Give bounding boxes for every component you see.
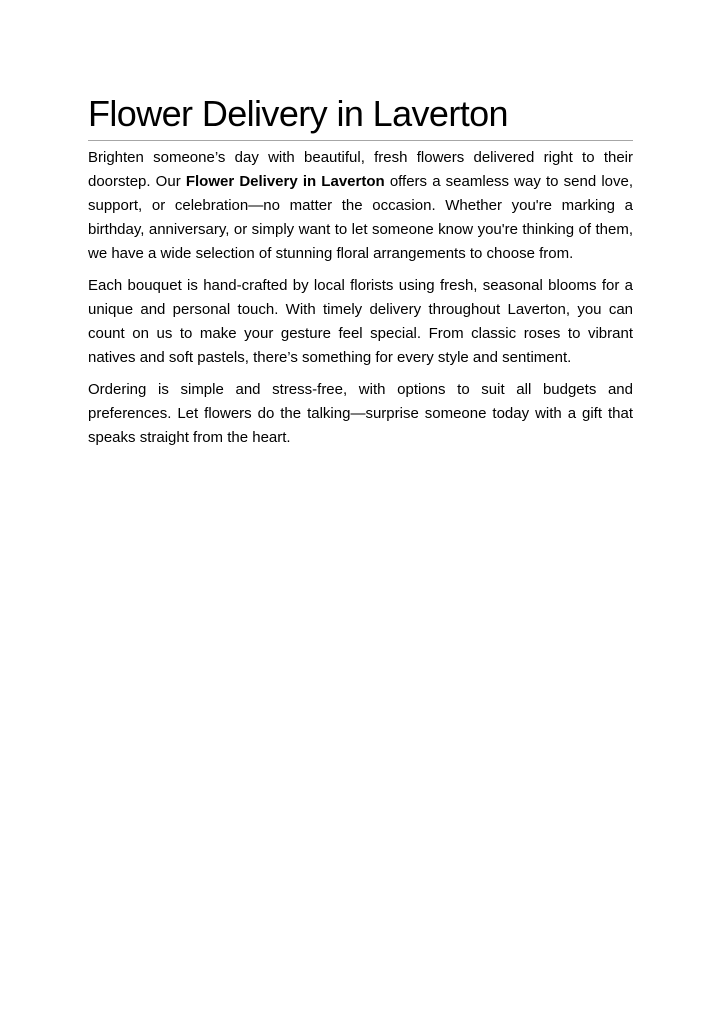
paragraph-intro-text-start: Brighten someone’s day with beautiful, fresh flowers delivered right to their doorstep. Our	[88, 149, 633, 190]
paragraph-intro	[88, 146, 633, 266]
paragraph-intro-text-end: offers a seamless way to send love, support, or celebration—no matter the occasion. Whether you're marking a birthday, anniversary, or simply want to let someone know you're thinking of them, we have a wide selection of stunning floral arrangements to choose from.	[88, 173, 633, 262]
paragraph-bouquets: Each bouquet is hand-crafted by local florists using fresh, seasonal blooms for a unique and personal touch. With timely delivery throughout Laverton, you can count on us to make your gesture feel special. From classic roses to vibrant natives and soft pastels, there’s something for every style and sentiment.	[88, 277, 633, 366]
document-content	[88, 92, 633, 450]
paragraph-ordering: Ordering is simple and stress-free, with options to suit all budgets and preferences. Let flowers do the talking—surprise someone today with a gift that speaks straight from the heart.	[88, 381, 633, 446]
paragraph-intro-bold-phrase: Flower Delivery in Laverton	[185, 173, 385, 190]
page-title: Flower Delivery in Laverton	[88, 92, 633, 141]
